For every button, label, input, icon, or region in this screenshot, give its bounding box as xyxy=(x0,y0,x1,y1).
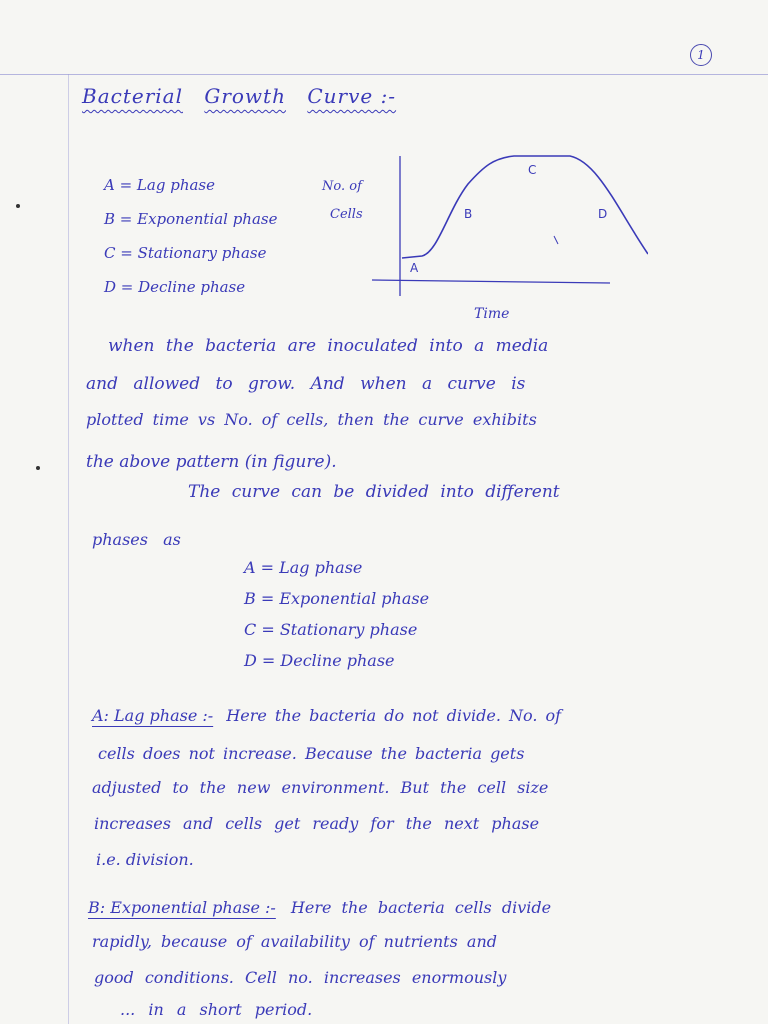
curve-mark xyxy=(554,236,558,244)
lag-paragraph-first xyxy=(92,706,561,725)
chart-label-c: C xyxy=(528,163,537,177)
exp-line: good conditions. Cell no. increases enormously xyxy=(94,968,507,987)
page-number: 1 xyxy=(690,44,712,66)
title-word: Bacterial xyxy=(82,84,183,108)
exp-line: rapidly, because of availability of nutrients and xyxy=(92,932,497,951)
exp-heading: B: Exponential phase :- xyxy=(88,898,276,917)
phase-list-item: A = Lag phase xyxy=(244,558,363,577)
lag-line: Here the bacteria do not divide. No. of xyxy=(226,706,562,725)
intro-line: and allowed to grow. And when a curve is xyxy=(86,374,526,394)
phase-list-item: B = Exponential phase xyxy=(244,589,430,608)
growth-curve xyxy=(402,156,648,258)
phase-list-item: D = Decline phase xyxy=(244,651,395,670)
lag-heading: A: Lag phase :- xyxy=(92,706,214,725)
chart-ylabel-2: Cells xyxy=(330,207,363,222)
lag-line: adjusted to the new environment. But the cell size xyxy=(92,778,549,797)
divided-line: The curve can be divided into different xyxy=(188,482,560,502)
punch-dot xyxy=(16,204,20,208)
phase-list-item: C = Stationary phase xyxy=(244,620,418,639)
title-word: Curve :- xyxy=(307,84,397,108)
intro-line: plotted time vs No. of cells, then the curve exhibits xyxy=(86,410,537,429)
chart-label-d: D xyxy=(598,207,608,221)
legend-item: A = Lag phase xyxy=(104,176,215,194)
chart-label-a: A xyxy=(410,261,419,275)
chart-label-b: B xyxy=(464,207,473,221)
chart-xlabel: Time xyxy=(474,306,510,322)
phase-list xyxy=(244,552,429,676)
legend xyxy=(104,168,277,304)
phases-as: phases as xyxy=(92,530,181,549)
chart-x-axis xyxy=(372,280,610,283)
chart-ylabel-1: No. of xyxy=(322,179,362,194)
top-rule xyxy=(0,74,768,75)
title-word: Growth xyxy=(204,84,286,108)
lag-line: i.e. division. xyxy=(96,850,194,869)
intro-line: when the bacteria are inoculated into a media xyxy=(108,336,549,356)
page-title xyxy=(82,84,410,108)
margin-line xyxy=(68,74,69,1024)
lag-line: increases and cells get ready for the next phase xyxy=(94,814,540,833)
legend-item: C = Stationary phase xyxy=(104,244,267,262)
legend-item: D = Decline phase xyxy=(104,278,246,296)
lag-line: cells does not increase. Because the bacteria gets xyxy=(98,744,525,763)
punch-dot xyxy=(36,466,40,470)
legend-item: B = Exponential phase xyxy=(104,210,278,228)
growth-curve-chart xyxy=(318,150,648,330)
exp-paragraph-first xyxy=(88,898,551,917)
intro-line: the above pattern (in figure). xyxy=(86,452,337,472)
exp-line: Here the bacteria cells divide xyxy=(290,898,552,917)
exp-line: ... in a short period. xyxy=(120,1000,313,1019)
